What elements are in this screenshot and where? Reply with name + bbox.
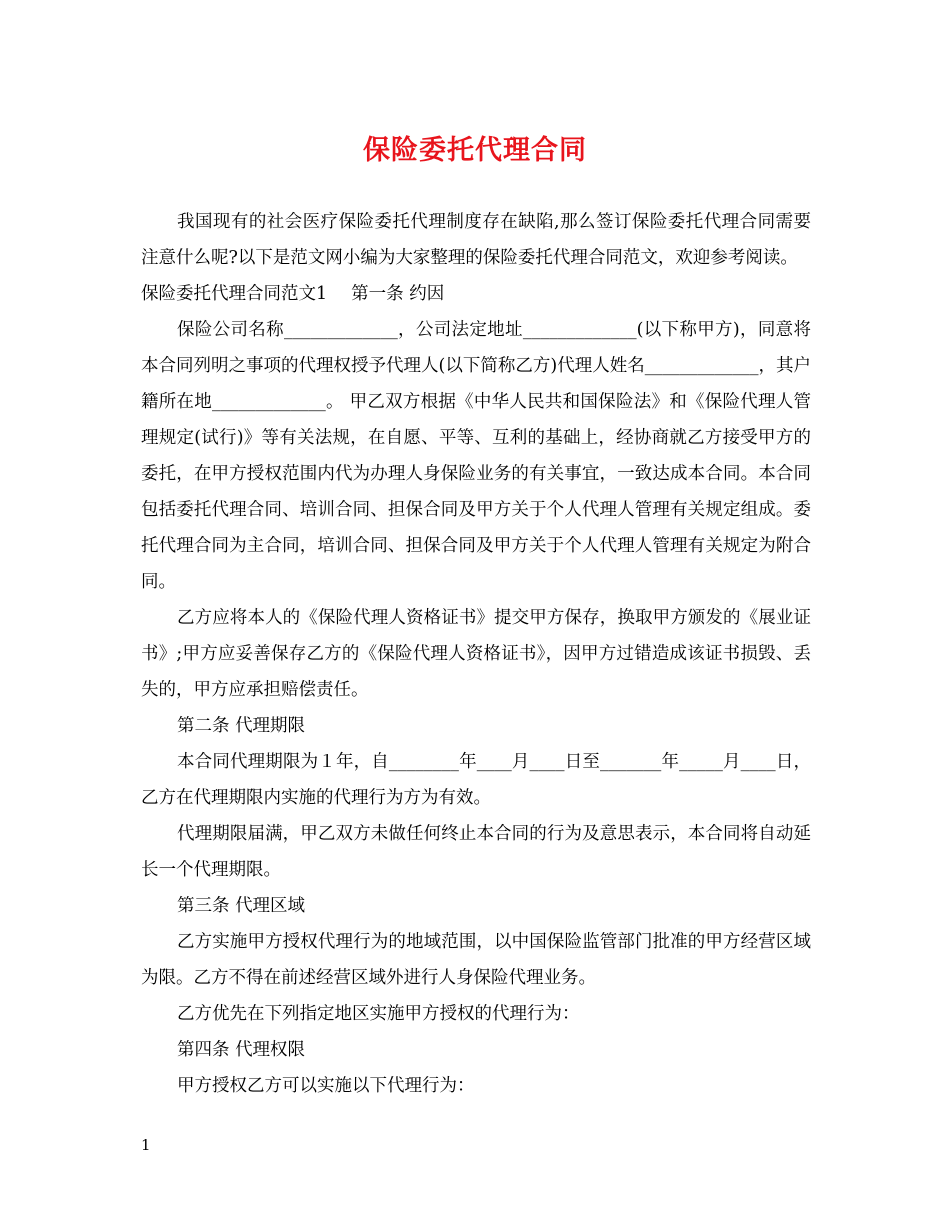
certificate-paragraph: 乙方应将本人的《保险代理人资格证书》提交甲方保存，换取甲方颁发的《展业证书》;甲方应妥善保存乙方的《保险代理人资格证书》，因甲方过错造成该证书损毁、丢失的，甲方应承担赔偿责任。 (141, 608, 811, 700)
region-paragraph: 乙方实施甲方授权代理行为的地域范围，以中国保险监管部门批准的甲方经营区域为限。乙方不得在前述经营区域外进行人身保险代理业务。 (141, 932, 811, 988)
renewal-paragraph: 代理期限届满，甲乙双方未做任何终止本合同的行为及意思表示，本合同将自动延长一个代理期限。 (141, 824, 811, 880)
article-4-heading: 第四条 代理权限 (177, 1040, 306, 1060)
article-3-heading: 第三条 代理区域 (177, 896, 306, 916)
document-title: 保险委托代理合同 (363, 135, 587, 166)
page-number: 1 (141, 1136, 151, 1154)
article-2-heading: 第二条 代理期限 (177, 716, 306, 736)
document-body (141, 204, 811, 1104)
authority-paragraph: 甲方授权乙方可以实施以下代理行为： (177, 1076, 475, 1096)
sample-heading-line (141, 276, 811, 312)
intro-paragraph: 我国现有的社会医疗保险委托代理制度存在缺陷,那么签订保险委托代理合同需要注意什么呢?以下是范文网小编为大家整理的保险委托代理合同范文，欢迎参考阅读。 (141, 212, 811, 268)
article-1-paragraph: 保险公司名称_____________，公司法定地址_____________(以下称甲方)，同意将本合同列明之事项的代理权授予代理人(以下简称乙方)代理人姓名_____________，其户籍所在地_____________。 甲乙双方根据《中华人民共和国保险法》和《保险代理人管理规定(试行)》等有关法规，在自愿、平等、互利的基础上，经协商就乙方接受甲方的委托，在甲方授权范围内代为办理人身保险业务的有关事宜，一致达成本合同。本合同包括委托代理合同、培训合同、担保合同及甲方关于个人代理人管理有关规定组成。委托代理合同为主合同，培训合同、担保合同及甲方关于个人代理人管理有关规定为附合同。 (141, 320, 811, 592)
term-paragraph: 本合同代理期限为１年，自________年____月____日至_______年_____月____日，乙方在代理期限内实施的代理行为方为有效。 (141, 752, 811, 808)
sample-label: 保险委托代理合同范文1 (141, 284, 328, 304)
priority-region-paragraph: 乙方优先在下列指定地区实施甲方授权的代理行为： (177, 1004, 580, 1024)
article-1-heading: 第一条 约因 (351, 284, 445, 304)
